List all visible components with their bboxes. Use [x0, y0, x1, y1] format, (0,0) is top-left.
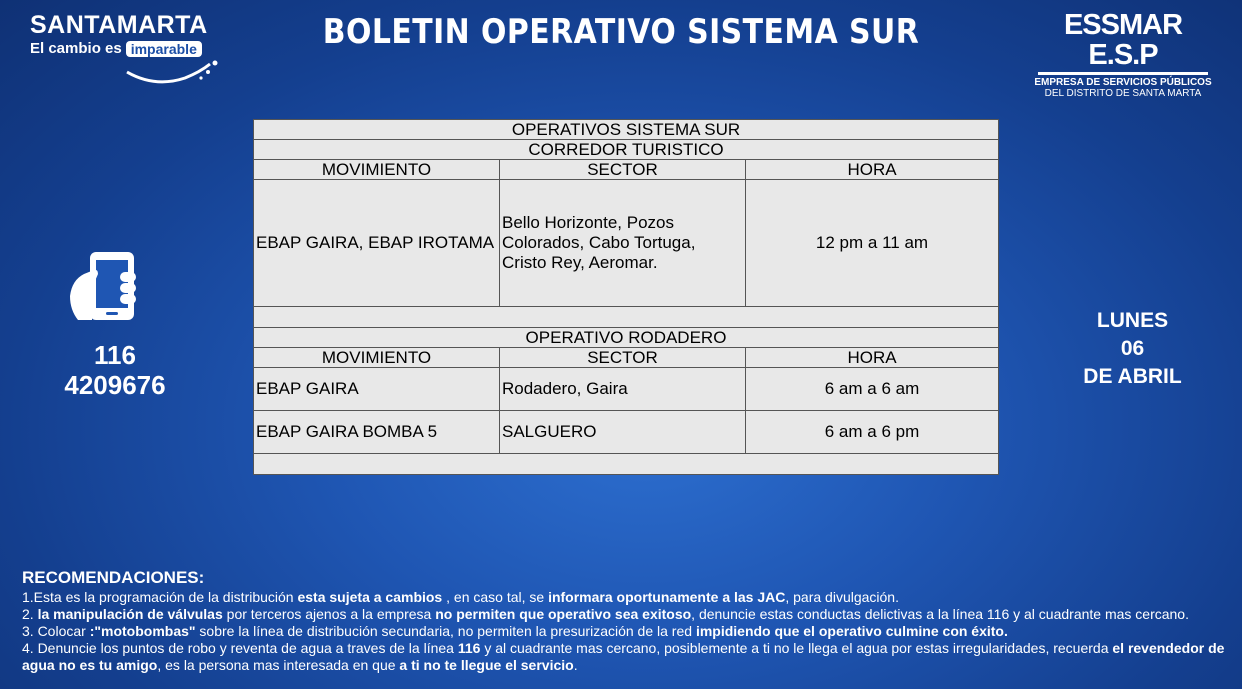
- recommendations-heading: RECOMENDACIONES:: [22, 568, 205, 587]
- column-header: MOVIMIENTO: [254, 160, 500, 180]
- column-header: SECTOR: [500, 160, 746, 180]
- date-day: LUNES: [1096, 309, 1169, 332]
- contact-line-phone: 4209676: [64, 370, 166, 400]
- rec-bold: la manipulación de válvulas: [37, 606, 223, 622]
- essmar-logo: [1028, 10, 1218, 99]
- date-number: 06: [1120, 337, 1145, 360]
- rec-text: 1.Esta es la programación de la distribución: [22, 589, 298, 605]
- recommendation-4: [22, 640, 1232, 674]
- recommendations: [22, 568, 1232, 674]
- logo-tagline-prefix: El cambio es: [30, 40, 122, 57]
- recommendation-1: [22, 589, 1232, 606]
- cell-sector: Rodadero, Gaira: [500, 368, 746, 411]
- rec-bold: no permiten que operativo sea exitoso: [435, 606, 692, 622]
- column-header: HORA: [746, 348, 999, 368]
- rec-bold: 116: [457, 640, 481, 656]
- rec-text: y al cuadrante mas cercano, posiblemente a ti no le llega el agua por estas irregularidades, recuerda: [480, 640, 1113, 656]
- contact-line-116: 116: [94, 340, 136, 370]
- rec-bold: a ti no te llegue el servicio: [399, 657, 574, 673]
- spacer-row: [254, 307, 999, 328]
- column-header: HORA: [746, 160, 999, 180]
- phone-in-hand-icon: [70, 250, 140, 322]
- table-row: [254, 411, 999, 454]
- cell-sector: Bello Horizonte, Pozos Colorados, Cabo Tortuga, Cristo Rey, Aeromar.: [500, 180, 746, 307]
- logo-brand: SANTAMARTA: [30, 11, 208, 39]
- rec-text: 2.: [22, 606, 38, 622]
- rec-text: por terceros ajenos a la empresa: [222, 606, 436, 622]
- date-block: [1080, 307, 1185, 391]
- rec-bold: esta sujeta a cambios: [297, 589, 443, 605]
- section-title: OPERATIVO RODADERO: [254, 328, 999, 348]
- cell-sector: SALGUERO: [500, 411, 746, 454]
- essmar-line1: EMPRESA DE SERVICIOS PÚBLICOS: [1034, 77, 1212, 88]
- table-row: [254, 180, 999, 307]
- cell-hora: 6 am a 6 am: [746, 368, 999, 411]
- recommendation-2: [22, 606, 1232, 623]
- essmar-brand: ESSMAR E.S.P: [1063, 9, 1183, 71]
- rec-text: , para divulgación.: [785, 589, 899, 605]
- rec-text: , en caso tal, se: [442, 589, 549, 605]
- rec-text: , es la persona mas interesada en que: [157, 657, 400, 673]
- rec-text: 4. Denuncie los puntos de robo y reventa de agua a traves de la línea: [22, 640, 458, 656]
- table-title: OPERATIVOS SISTEMA SUR: [254, 120, 999, 140]
- cell-movimiento: EBAP GAIRA BOMBA 5: [254, 411, 500, 454]
- rec-text: .: [573, 657, 578, 673]
- logo-swoosh-icon: [125, 60, 225, 90]
- contact-numbers: [50, 340, 180, 400]
- rec-text: , denuncie estas conductas delictivas a la línea 116 y al cuadrante mas cercano.: [691, 606, 1189, 622]
- cell-movimiento: EBAP GAIRA, EBAP IROTAMA: [254, 180, 500, 307]
- logo-tagline-pill: imparable: [126, 41, 202, 57]
- rec-bold: impidiendo que el operativo culmine con éxito.: [695, 623, 1008, 639]
- rec-text: 3. Colocar: [22, 623, 90, 639]
- rec-bold: :"motobombas": [89, 623, 196, 639]
- cell-hora: 6 am a 6 pm: [746, 411, 999, 454]
- recommendation-3: [22, 623, 1232, 640]
- section-title: CORREDOR TURISTICO: [254, 140, 999, 160]
- spacer-row: [254, 454, 999, 475]
- date-month: DE ABRIL: [1083, 365, 1182, 388]
- page-title: BOLETIN OPERATIVO SISTEMA SUR: [322, 12, 920, 52]
- rec-text: sobre la línea de distribución secundaria, no permiten la presurización de la red: [195, 623, 696, 639]
- operations-table: [253, 119, 999, 475]
- cell-hora: 12 pm a 11 am: [746, 180, 999, 307]
- rec-bold: informara oportunamente a las JAC: [548, 589, 786, 605]
- essmar-line2: DEL DISTRITO DE SANTA MARTA: [1044, 88, 1202, 99]
- table-row: [254, 368, 999, 411]
- column-header: MOVIMIENTO: [254, 348, 500, 368]
- rec-bold: el revendedor de agua no es tu amigo: [22, 640, 1225, 673]
- logo-divider: [1038, 72, 1208, 75]
- cell-movimiento: EBAP GAIRA: [254, 368, 500, 411]
- column-header: SECTOR: [500, 348, 746, 368]
